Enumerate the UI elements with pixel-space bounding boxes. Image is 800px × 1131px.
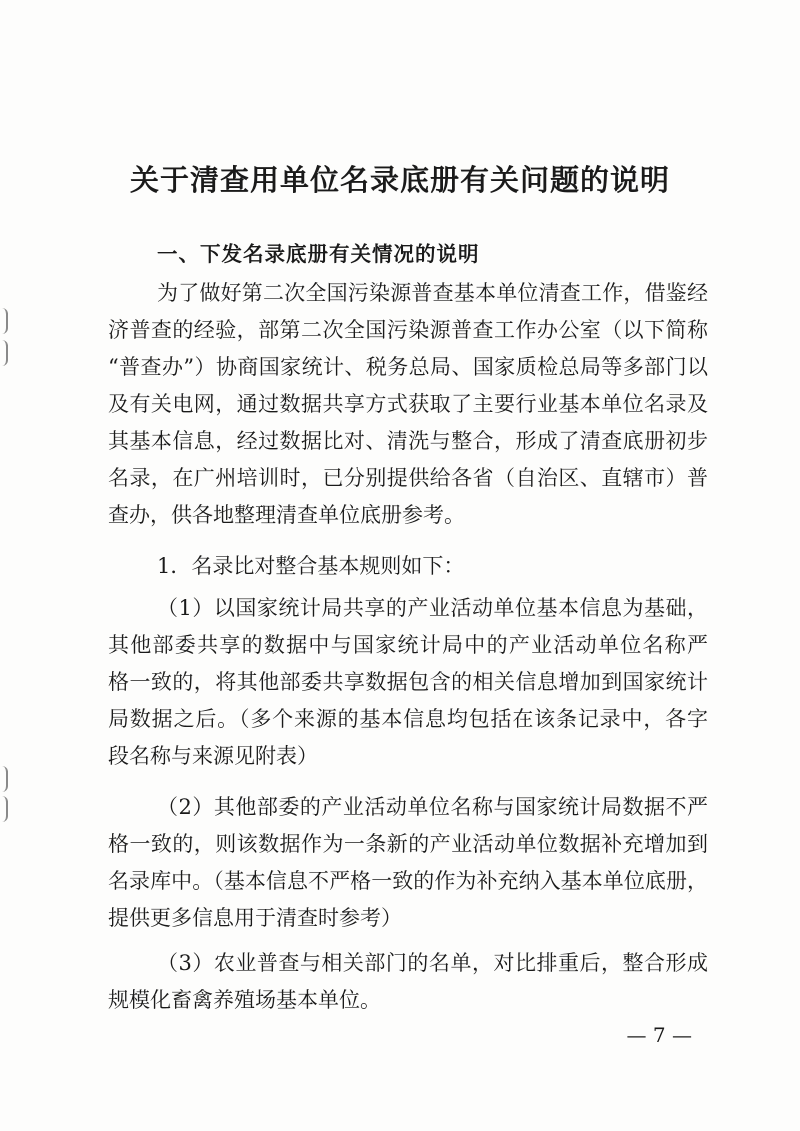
rule-line: 提供更多信息用于清查时参考） — [108, 906, 402, 930]
binding-mark — [0, 796, 8, 822]
paragraph-line: 及有关电网，通过数据共享方式获取了主要行业基本单位名录及 — [108, 392, 708, 416]
rule-line: 格一致的，则该数据作为一条新的产业活动单位数据补充增加到 — [108, 832, 708, 856]
binding-mark — [0, 766, 8, 792]
rule-line: 规模化畜禽养殖场基本单位。 — [108, 988, 381, 1012]
section-heading: 一、下发名录底册有关情况的说明 — [157, 242, 480, 266]
rule-line: 其他部委共享的数据中与国家统计局中的产业活动单位名称严 — [108, 633, 708, 657]
document-title: 关于清查用单位名录底册有关问题的说明 — [129, 163, 670, 197]
rule-line: （3）农业普查与相关部门的名单，对比排重后，整合形成 — [157, 951, 708, 975]
rule-line: 段名称与来源见附表） — [108, 744, 318, 768]
item-heading: 1．名录比对整合基本规则如下： — [157, 554, 465, 578]
binding-mark — [0, 308, 8, 334]
paragraph-line: 名录，在广州培训时，已分别提供给各省（自治区、直辖市）普 — [108, 466, 708, 490]
paragraph-line: “普查办”）协商国家统计、税务总局、国家质检总局等多部门以 — [108, 355, 708, 379]
rule-line: 局数据之后。（多个来源的基本信息均包括在该条记录中，各字 — [108, 707, 708, 731]
rule-line: 名录库中。（基本信息不严格一致的作为补充纳入基本单位底册， — [108, 869, 708, 893]
paragraph-line: 济普查的经验，部第二次全国污染源普查工作办公室（以下简称 — [108, 318, 708, 342]
paragraph-line: 为了做好第二次全国污染源普查基本单位清查工作，借鉴经 — [157, 281, 708, 305]
rule-line: 格一致的，将其他部委共享数据包含的相关信息增加到国家统计 — [108, 670, 708, 694]
rule-line: （1）以国家统计局共享的产业活动单位基本信息为基础， — [157, 596, 708, 620]
paragraph-line: 其基本信息，经过数据比对、清洗与整合，形成了清查底册初步 — [108, 429, 708, 453]
paragraph-line: 查办，供各地整理清查单位底册参考。 — [108, 503, 465, 527]
binding-mark — [0, 340, 8, 366]
rule-line: （2）其他部委的产业活动单位名称与国家统计局数据不严 — [157, 795, 708, 819]
page-number: — 7 — — [626, 1023, 692, 1047]
